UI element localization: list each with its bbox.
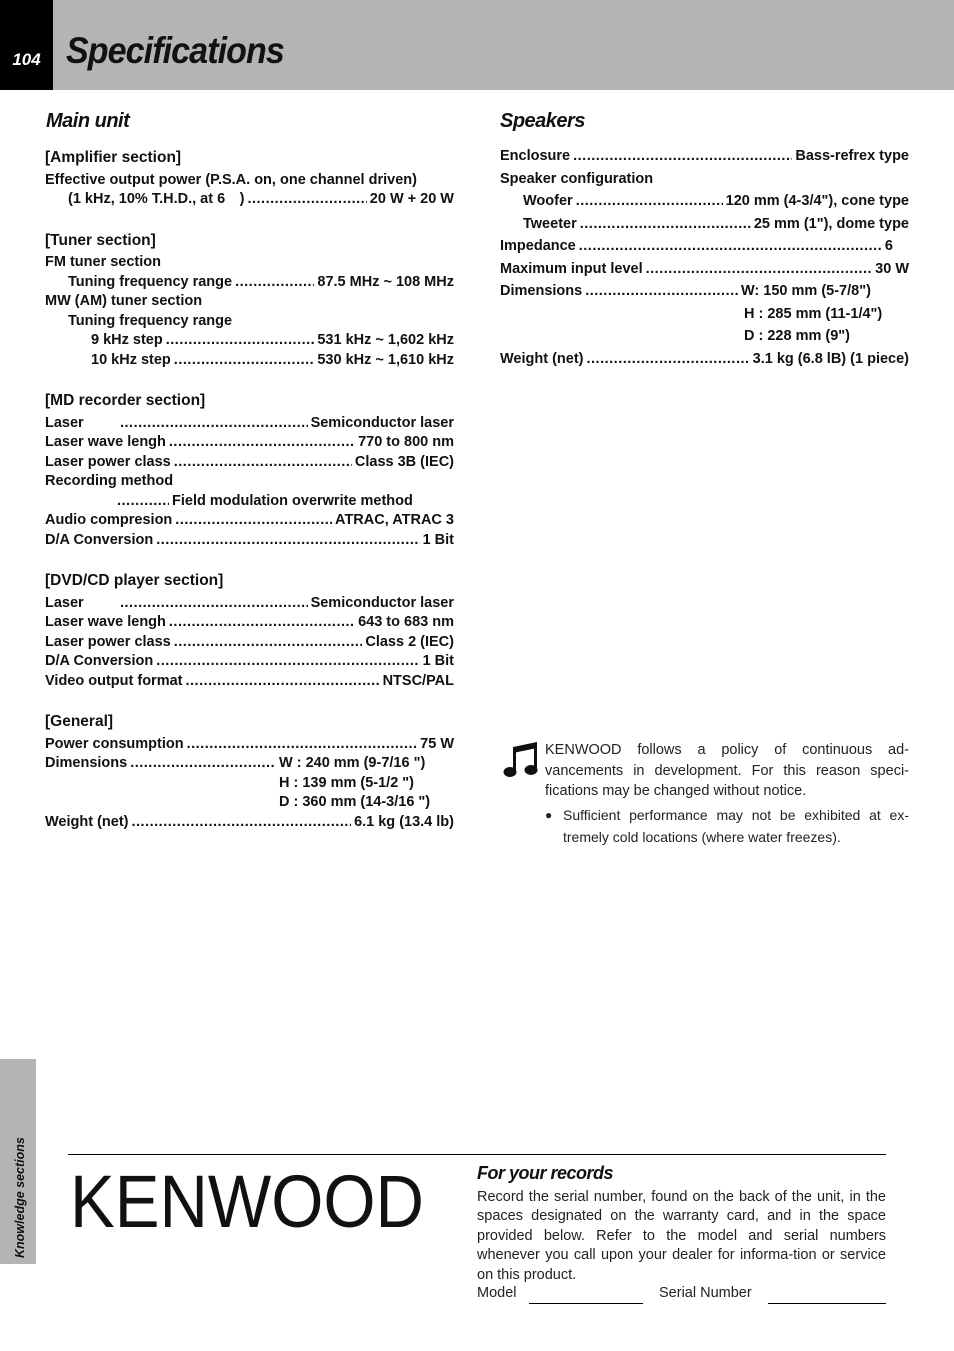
tuner-heading: [Tuner section]: [45, 231, 156, 249]
svg-text:KENWOOD: KENWOOD: [70, 1170, 424, 1232]
spk-dim-d: D : 228 mm (9"): [744, 328, 850, 344]
notice-text: KENWOOD follows a policy of continuous ad-vancements in development. For this reason speci-fications may be changed without notice.: [545, 742, 909, 799]
tweeter-row: Tweeter ..... 25 mm (1"), dome type: [500, 213, 909, 236]
dvd-power-row: Laser power class ..... Class 2 (IEC): [45, 633, 454, 653]
main-unit-title: Main unit: [46, 110, 130, 132]
side-tab: [0, 1059, 36, 1264]
bullet-icon: ●: [545, 807, 553, 822]
page-number: 104: [0, 0, 53, 90]
gen-dim-d: D : 360 mm (14-3/16 "): [279, 794, 431, 810]
spk-dim-row: Dimensions ..... W: 150 mm (5-7/8"): [500, 280, 909, 303]
step9-row: 9 kHz step ..... 531 kHz ~ 1,602 kHz: [45, 331, 454, 351]
records-title: For your records: [477, 1163, 614, 1183]
config-label: Speaker configuration: [500, 170, 654, 187]
md-power-row: Laser power class ..... Class 3B (IEC): [45, 453, 454, 473]
step10-row: 10 kHz step ..... 530 kHz ~ 1,610 kHz: [45, 351, 454, 371]
spk-weight-row: Weight (net) ..... 3.1 kg (6.8 lB) (1 piece): [500, 348, 909, 371]
md-laser-row: Laser ..... Semiconductor laser: [45, 414, 454, 434]
amplifier-heading: [Amplifier section]: [45, 149, 182, 166]
mw-label: MW (AM) tuner section: [45, 293, 203, 309]
max-input-row: Maximum input level ..... 30 W: [500, 258, 909, 281]
amp-output-row: (1 kHz, 10% T.H.D., at 6 ) ..... 20 W + 20 W: [45, 190, 454, 210]
speakers-specs: [500, 145, 909, 370]
dvd-da-row: D/A Conversion ..... 1 Bit: [45, 652, 454, 672]
md-audio-row: Audio compresion ..... ATRAC, ATRAC 3: [45, 511, 454, 531]
fm-range-row: Tuning frequency range ..... 87.5 MHz ~ 108 MHz: [45, 273, 454, 293]
model-field[interactable]: [529, 1303, 643, 1304]
records-text: Record the serial number, found on the back of the unit, in the spaces designated on the warranty card, and in the space provided below. Refer to the model and serial numbers whenever you call upon your dealer for informa-tion or service on this product.: [477, 1189, 886, 1283]
spk-dim-h: H : 285 mm (11-1/4"): [744, 305, 883, 322]
music-note-icon: [503, 741, 539, 779]
gen-weight-row: Weight (net) ..... 6.1 kg (13.4 lb): [45, 813, 454, 833]
notice-block: [545, 740, 909, 848]
impedance-row: Impedance ..... 6: [500, 235, 909, 258]
notice-bullet: ● Sufficient performance may not be exhibited at ex-tremely cold locations (where water freezes).: [545, 804, 909, 848]
amp-output-label: Effective output power (P.S.A. on, one channel driven): [45, 171, 417, 188]
md-rec-row: ..... Field modulation overwrite method: [45, 492, 454, 512]
dvd-wave-row: Laser wave lengh ..... 643 to 683 nm: [45, 613, 454, 633]
mw-range-label: Tuning frequency range: [68, 312, 233, 329]
gen-dim-row: Dimensions ..... W : 240 mm (9-7/16 "): [45, 754, 454, 774]
md-wave-row: Laser wave lengh ..... 770 to 800 nm: [45, 433, 454, 453]
woofer-row: Woofer ..... 120 mm (4-3/4"), cone type: [500, 190, 909, 213]
fm-label: FM tuner section: [45, 254, 162, 270]
md-da-row: D/A Conversion ..... 1 Bit: [45, 531, 454, 551]
serial-label: Serial Number: [659, 1285, 752, 1301]
gen-power-row: Power consumption ..... 75 W: [45, 735, 454, 755]
model-label: Model: [477, 1285, 517, 1301]
enclosure-row: Enclosure ..... Bass-refrex type: [500, 145, 909, 168]
speakers-title: Speakers: [500, 110, 585, 132]
md-rec-label: Recording method: [45, 473, 174, 489]
dvd-video-row: Video output format ..... NTSC/PAL: [45, 672, 454, 692]
md-heading: [MD recorder section]: [45, 392, 206, 409]
dvd-laser-row: Laser ..... Semiconductor laser: [45, 594, 454, 614]
main-unit-specs: [45, 144, 454, 832]
page-title: Specifications: [66, 30, 284, 71]
kenwood-logo: [70, 1170, 426, 1232]
footer-rule: [68, 1154, 886, 1155]
serial-field[interactable]: [768, 1303, 886, 1304]
dvd-heading: [DVD/CD player section]: [45, 572, 224, 589]
side-tab-label: Knowledge sections: [13, 1137, 27, 1258]
general-heading: [General]: [45, 713, 114, 730]
gen-dim-h: H : 139 mm (5-1/2 "): [279, 774, 415, 791]
